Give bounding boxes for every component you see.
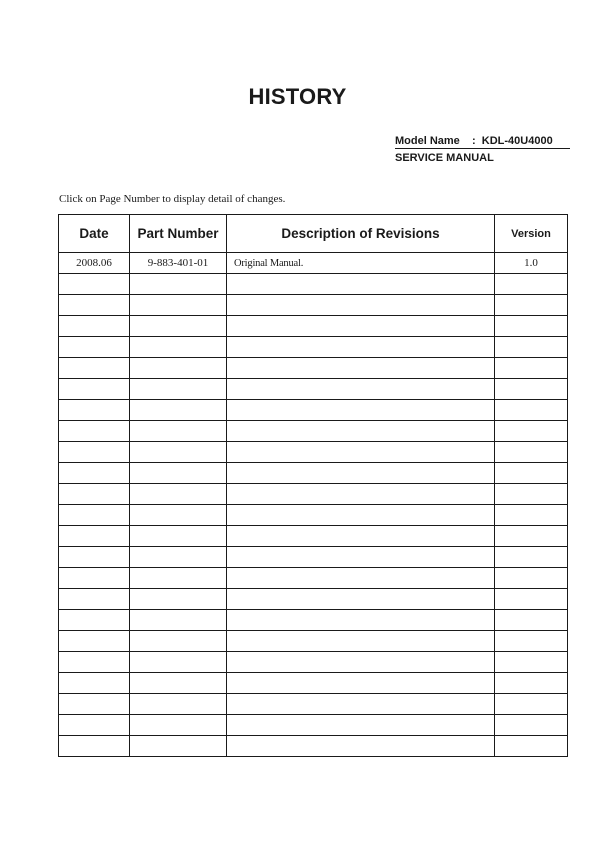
cell-part-number — [130, 694, 227, 715]
table-row-empty — [59, 295, 568, 316]
cell-part-number — [130, 652, 227, 673]
cell-part-number — [130, 505, 227, 526]
cell-part-number — [130, 673, 227, 694]
header-description: Description of Revisions — [227, 215, 495, 253]
cell-description — [227, 337, 495, 358]
cell-date — [59, 505, 130, 526]
cell-version — [495, 295, 568, 316]
cell-date — [59, 400, 130, 421]
cell-part-number — [130, 568, 227, 589]
cell-version — [495, 631, 568, 652]
cell-description — [227, 694, 495, 715]
cell-version — [495, 610, 568, 631]
cell-part-number — [130, 631, 227, 652]
cell-part-number — [130, 295, 227, 316]
cell-version — [495, 316, 568, 337]
instruction-note: Click on Page Number to display detail of changes. — [59, 193, 286, 205]
cell-version — [495, 568, 568, 589]
cell-version — [495, 736, 568, 757]
table-row-empty — [59, 421, 568, 442]
cell-part-number — [130, 463, 227, 484]
cell-part-number — [130, 442, 227, 463]
table-row-empty — [59, 274, 568, 295]
cell-description — [227, 274, 495, 295]
table-row-empty — [59, 631, 568, 652]
cell-part-number — [130, 484, 227, 505]
cell-version — [495, 547, 568, 568]
table-row-empty — [59, 400, 568, 421]
cell-version — [495, 274, 568, 295]
cell-part-number — [130, 337, 227, 358]
cell-date — [59, 652, 130, 673]
cell-part-number — [130, 400, 227, 421]
cell-version — [495, 379, 568, 400]
header-part-number: Part Number — [130, 215, 227, 253]
cell-description — [227, 568, 495, 589]
cell-description — [227, 484, 495, 505]
cell-description — [227, 442, 495, 463]
cell-date — [59, 715, 130, 736]
model-name: Model Name : KDL-40U4000 — [395, 135, 570, 149]
cell-description — [227, 463, 495, 484]
table-row-empty — [59, 652, 568, 673]
cell-date: 2008.06 — [59, 253, 130, 274]
cell-version — [495, 589, 568, 610]
header-version: Version — [495, 215, 568, 253]
table-row-empty — [59, 673, 568, 694]
cell-version — [495, 358, 568, 379]
table-row-empty — [59, 379, 568, 400]
revision-history-table — [58, 214, 568, 757]
cell-part-number — [130, 736, 227, 757]
cell-description — [227, 736, 495, 757]
cell-version — [495, 526, 568, 547]
cell-description — [227, 421, 495, 442]
cell-part-number — [130, 274, 227, 295]
table-row-empty — [59, 589, 568, 610]
table-row-empty — [59, 568, 568, 589]
cell-version — [495, 400, 568, 421]
cell-description — [227, 316, 495, 337]
cell-version — [495, 505, 568, 526]
cell-date — [59, 316, 130, 337]
table-row-empty — [59, 694, 568, 715]
cell-date — [59, 379, 130, 400]
cell-description: Original Manual. — [227, 253, 495, 274]
cell-description — [227, 400, 495, 421]
cell-date — [59, 526, 130, 547]
header-date: Date — [59, 215, 130, 253]
cell-description — [227, 589, 495, 610]
cell-date — [59, 673, 130, 694]
cell-part-number — [130, 316, 227, 337]
cell-description — [227, 610, 495, 631]
cell-date — [59, 631, 130, 652]
cell-date — [59, 610, 130, 631]
cell-description — [227, 526, 495, 547]
table-row-empty — [59, 463, 568, 484]
cell-description — [227, 715, 495, 736]
cell-part-number — [130, 547, 227, 568]
cell-description — [227, 673, 495, 694]
page-title: HISTORY — [248, 84, 347, 109]
cell-version — [495, 694, 568, 715]
cell-version — [495, 463, 568, 484]
table-row-empty — [59, 505, 568, 526]
table-row-empty — [59, 736, 568, 757]
table-row-empty — [59, 484, 568, 505]
cell-version: 1.0 — [495, 253, 568, 274]
cell-description — [227, 505, 495, 526]
cell-description — [227, 652, 495, 673]
cell-version — [495, 673, 568, 694]
cell-date — [59, 484, 130, 505]
cell-date — [59, 736, 130, 757]
cell-part-number — [130, 358, 227, 379]
cell-version — [495, 715, 568, 736]
table-row-empty — [59, 547, 568, 568]
table-row-empty — [59, 610, 568, 631]
cell-part-number[interactable]: 9-883-401-01 — [130, 253, 227, 274]
manual-type: SERVICE MANUAL — [395, 152, 494, 164]
cell-date — [59, 421, 130, 442]
cell-description — [227, 295, 495, 316]
cell-part-number — [130, 421, 227, 442]
cell-part-number — [130, 526, 227, 547]
cell-part-number — [130, 715, 227, 736]
table-row-empty — [59, 337, 568, 358]
cell-date — [59, 274, 130, 295]
cell-part-number — [130, 610, 227, 631]
cell-description — [227, 547, 495, 568]
cell-date — [59, 568, 130, 589]
cell-description — [227, 379, 495, 400]
table-header-row — [59, 215, 568, 253]
cell-part-number — [130, 589, 227, 610]
cell-version — [495, 652, 568, 673]
cell-date — [59, 589, 130, 610]
cell-version — [495, 442, 568, 463]
cell-date — [59, 358, 130, 379]
cell-date — [59, 337, 130, 358]
cell-date — [59, 295, 130, 316]
table-row-empty — [59, 358, 568, 379]
cell-part-number — [130, 379, 227, 400]
cell-date — [59, 547, 130, 568]
table-row-empty — [59, 526, 568, 547]
cell-version — [495, 421, 568, 442]
table-row-empty — [59, 442, 568, 463]
cell-version — [495, 484, 568, 505]
cell-date — [59, 463, 130, 484]
cell-date — [59, 694, 130, 715]
cell-date — [59, 442, 130, 463]
table-row — [59, 253, 568, 274]
table-row-empty — [59, 715, 568, 736]
model-info — [395, 135, 570, 164]
cell-description — [227, 358, 495, 379]
cell-version — [495, 337, 568, 358]
cell-description — [227, 631, 495, 652]
table-row-empty — [59, 316, 568, 337]
